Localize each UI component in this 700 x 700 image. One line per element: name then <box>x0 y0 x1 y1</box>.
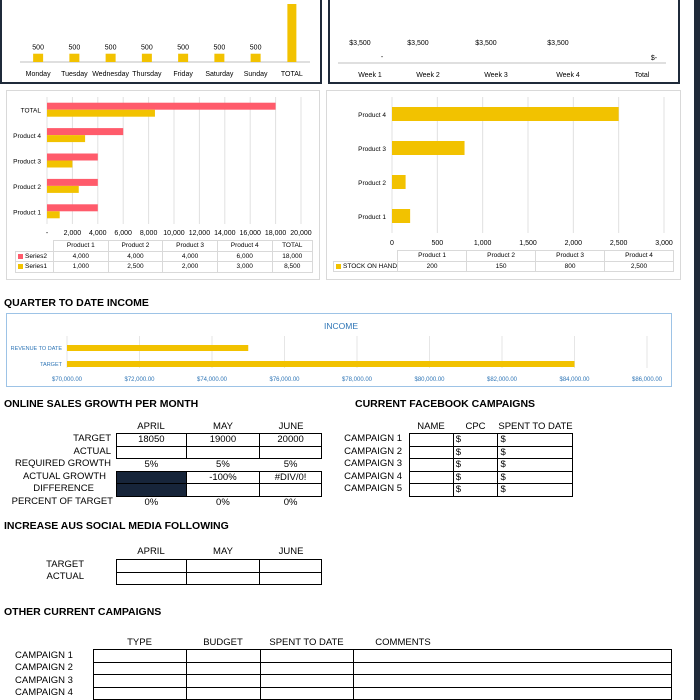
weekly-category-label: Week 1 <box>358 72 382 79</box>
social-target-cell[interactable] <box>186 560 260 573</box>
daily-bar <box>33 54 43 62</box>
daily-category-label: Tuesday <box>61 71 88 78</box>
stock-col-2: Product 2 <box>467 251 536 262</box>
stock-col-1: Product 1 <box>398 251 467 262</box>
series2-val-1: 4,000 <box>54 251 109 262</box>
sales-actual-april[interactable] <box>117 446 187 459</box>
daily-bar <box>251 54 261 62</box>
facebook-name-cell[interactable] <box>410 459 454 472</box>
stock-col-3: Product 3 <box>536 251 605 262</box>
other-row-label: CAMPAIGN 1 <box>15 650 73 661</box>
weekly-chart-panel <box>328 0 680 84</box>
series1-name: Series1 <box>25 263 48 271</box>
other-col-spent: SPENT TO DATE <box>269 637 344 648</box>
income-category-label: REVENUE TO DATE <box>10 346 62 352</box>
product-tick-label: 20,000 <box>290 230 312 237</box>
income-tick-label: $74,000.00 <box>196 377 228 383</box>
income-chart-title: INCOME <box>324 321 358 331</box>
sales-row-label: ACTUAL GROWTH <box>22 471 106 482</box>
social-month-may: MAY <box>213 546 233 557</box>
sales-required-may[interactable]: 5% <box>216 459 230 471</box>
series1-val-4: 3,000 <box>217 262 272 273</box>
series1-bar <box>47 186 79 193</box>
sales-actual-june[interactable] <box>260 446 322 459</box>
daily-category-label: Thursday <box>132 71 162 78</box>
stock-chart-panel <box>326 90 681 280</box>
series1-bar <box>47 211 60 218</box>
sales-target-june[interactable]: 20000 <box>260 434 322 447</box>
other-cell[interactable] <box>354 650 672 663</box>
sales-target-april[interactable]: 18050 <box>117 434 187 447</box>
product-data-table <box>15 240 313 273</box>
facebook-col-cpc: CPC <box>465 421 486 432</box>
product-category-label: Product 3 <box>13 158 41 166</box>
product-tick-label: 8,000 <box>139 230 158 237</box>
stock-bar <box>392 175 406 189</box>
income-tick-label: $78,000.00 <box>341 377 373 383</box>
stock-tick-label: 1,000 <box>473 240 492 247</box>
other-campaigns-table <box>93 649 672 700</box>
other-col-comments: COMMENTS <box>375 637 431 648</box>
sales-required-june[interactable]: 5% <box>283 459 298 471</box>
sales-growth-heading: ONLINE SALES GROWTH PER MONTH <box>4 398 199 410</box>
sales-percent-june[interactable]: 0% <box>283 497 298 508</box>
sales-row-label: REQUIRED GROWTH <box>14 458 111 469</box>
daily-bar <box>287 4 296 62</box>
income-tick-label: $72,000.00 <box>124 377 155 383</box>
other-heading: OTHER CURRENT CAMPAIGNS <box>4 606 162 618</box>
daily-data-label: 500 <box>141 44 153 52</box>
stock-category-label: Product 1 <box>358 214 386 221</box>
sales-percent-may[interactable]: 0% <box>216 497 230 508</box>
other-col-type: TYPE <box>127 637 152 648</box>
other-col-budget: BUDGET <box>203 637 243 648</box>
income-bar-chart <box>7 314 671 386</box>
product-col-2: Product 2 <box>108 241 163 252</box>
stock-swatch <box>336 264 341 269</box>
series2-val-4: 6,000 <box>217 251 272 262</box>
daily-bar <box>142 54 152 62</box>
daily-data-label: 500 <box>213 44 226 52</box>
daily-chart-panel <box>0 0 322 84</box>
daily-category-label: Friday <box>173 71 193 78</box>
stock-bar-chart <box>327 91 679 251</box>
social-actual-cell[interactable] <box>186 572 260 585</box>
income-tick-label: $70,000.00 <box>51 377 83 383</box>
daily-category-label: TOTAL <box>280 71 303 78</box>
product-col-4: Product 4 <box>217 241 272 252</box>
facebook-spent-cell[interactable]: $ <box>498 484 573 497</box>
daily-data-label: 500 <box>104 44 117 52</box>
facebook-name-cell[interactable] <box>410 471 454 484</box>
product-col-total: TOTAL <box>272 241 313 252</box>
series1-swatch <box>18 264 23 269</box>
sales-row-label: TARGET <box>73 433 111 444</box>
social-month-april: APRIL <box>137 546 165 557</box>
other-cell[interactable] <box>187 662 261 675</box>
series2-swatch <box>18 254 23 259</box>
other-cell[interactable] <box>94 675 187 688</box>
social-month-june: JUNE <box>278 546 304 557</box>
other-cell[interactable] <box>354 675 672 688</box>
weekly-category-label: Week 4 <box>556 72 580 79</box>
sales-actual-growth-june[interactable]: #DIV/0! <box>260 471 322 484</box>
series2-name: Series2 <box>25 252 48 260</box>
facebook-row-label: CAMPAIGN 5 <box>344 483 402 494</box>
income-bar <box>67 345 248 351</box>
facebook-col-spent: SPENT TO DATE <box>498 421 573 432</box>
social-heading: INCREASE AUS SOCIAL MEDIA FOLLOWING <box>4 520 229 532</box>
facebook-spent-cell[interactable]: $ <box>498 471 573 484</box>
weekly-data-label: $3,500 <box>547 40 569 47</box>
sales-month-may: MAY <box>213 421 233 432</box>
daily-bar <box>69 54 79 62</box>
other-cell[interactable] <box>261 687 354 700</box>
stock-category-label: Product 4 <box>358 112 386 119</box>
product-chart-panel <box>6 90 320 280</box>
product-tick-label: 6,000 <box>114 230 132 237</box>
stock-bar <box>392 141 465 155</box>
stock-bar <box>392 107 619 121</box>
weekly-bar-chart <box>330 0 678 82</box>
facebook-cpc-cell[interactable]: $ <box>453 471 498 484</box>
facebook-row-label: CAMPAIGN 2 <box>344 446 402 457</box>
sales-required-april[interactable]: 5% <box>144 459 159 471</box>
daily-bar <box>178 54 188 62</box>
facebook-cpc-cell[interactable]: $ <box>453 484 498 497</box>
product-category-label: Product 2 <box>13 183 41 191</box>
series1-val-2: 2,500 <box>108 262 163 273</box>
sales-row-label: ACTUAL <box>73 446 111 457</box>
facebook-col-name: NAME <box>417 421 445 432</box>
other-cell[interactable] <box>187 687 261 700</box>
facebook-spent-cell[interactable]: $ <box>498 446 573 459</box>
income-tick-label: $82,000.00 <box>486 377 518 383</box>
other-cell[interactable] <box>94 650 187 663</box>
product-bar-chart <box>7 91 319 241</box>
social-target-cell[interactable] <box>117 560 187 573</box>
sales-actual-growth-april[interactable] <box>117 471 187 484</box>
series2-bar <box>47 103 276 110</box>
social-actual-cell[interactable] <box>117 572 187 585</box>
other-cell[interactable] <box>187 650 261 663</box>
product-tick-label: 12,000 <box>188 230 211 237</box>
other-row-label: CAMPAIGN 4 <box>15 687 73 698</box>
stock-val-2: 150 <box>467 261 536 272</box>
facebook-cpc-cell[interactable]: $ <box>453 434 498 447</box>
product-tick-label: 10,000 <box>163 230 185 237</box>
stock-data-table <box>333 250 674 272</box>
series1-val-3: 2,000 <box>163 262 218 273</box>
stock-series-name: STOCK ON HAND <box>343 262 398 270</box>
stock-category-label: Product 3 <box>358 146 386 153</box>
product-tick-label: 14,000 <box>214 230 236 237</box>
daily-category-label: Monday <box>25 71 51 78</box>
weekly-category-label: Total <box>634 72 650 79</box>
product-tick-label: 16,000 <box>239 230 261 237</box>
social-table <box>116 559 322 585</box>
sheet-edge-right <box>694 0 700 700</box>
stock-bar <box>392 209 410 223</box>
facebook-name-cell[interactable] <box>410 434 454 447</box>
daily-data-label: 500 <box>68 44 81 52</box>
series2-val-2: 4,000 <box>108 251 163 262</box>
daily-category-label: Wednesday <box>92 71 130 78</box>
stock-val-3: 800 <box>536 261 605 272</box>
series2-val-3: 4,000 <box>163 251 218 262</box>
sales-row-label: DIFFERENCE <box>33 483 94 494</box>
facebook-name-cell[interactable] <box>410 446 454 459</box>
product-category-label: Product 4 <box>13 133 41 141</box>
sales-difference-april[interactable] <box>117 484 187 497</box>
sales-target-may[interactable]: 19000 <box>186 434 260 447</box>
social-row-label: ACTUAL <box>46 571 84 582</box>
stock-tick-label: 500 <box>431 240 444 247</box>
income-bar <box>67 361 575 367</box>
facebook-cpc-cell[interactable]: $ <box>453 459 498 472</box>
income-tick-label: $80,000.00 <box>414 377 445 383</box>
other-row-label: CAMPAIGN 2 <box>15 662 73 673</box>
product-category-label: TOTAL <box>20 107 41 115</box>
product-col-3: Product 3 <box>163 241 218 252</box>
stock-col-4: Product 4 <box>605 251 674 262</box>
product-tick-label: 2,000 <box>63 230 82 237</box>
other-cell[interactable] <box>261 675 354 688</box>
series1-bar <box>47 161 72 168</box>
facebook-heading: CURRENT FACEBOOK CAMPAIGNS <box>355 398 536 410</box>
facebook-name-cell[interactable] <box>410 484 454 497</box>
social-row-label: TARGET <box>46 559 84 570</box>
sales-growth-table <box>116 433 322 509</box>
quarter-heading: QUARTER TO DATE INCOME <box>4 297 149 309</box>
other-row-label: CAMPAIGN 3 <box>15 675 73 686</box>
weekly-category-label: Week 3 <box>484 72 508 79</box>
facebook-spent-cell[interactable]: $ <box>498 434 573 447</box>
stock-tick-label: 0 <box>390 240 394 247</box>
stock-val-4: 2,500 <box>605 261 674 272</box>
facebook-cpc-cell[interactable]: $ <box>453 446 498 459</box>
other-cell[interactable] <box>94 687 187 700</box>
daily-data-label: 500 <box>177 44 189 52</box>
series1-bar <box>47 110 155 117</box>
sales-row-label: PERCENT OF TARGET <box>11 496 113 507</box>
series1-bar <box>47 135 85 142</box>
daily-data-label: 500 <box>32 44 44 52</box>
product-tick-label: - <box>45 230 49 237</box>
sales-actual-growth-may[interactable]: -100% <box>186 471 260 484</box>
series1-val-total: 8,500 <box>272 262 313 273</box>
social-target-cell[interactable] <box>260 560 322 573</box>
weekly-data-label: $3,500 <box>475 40 497 47</box>
series2-bar <box>47 154 98 161</box>
other-cell[interactable] <box>94 662 187 675</box>
sales-difference-may[interactable] <box>186 484 260 497</box>
sales-month-june: JUNE <box>278 421 304 432</box>
daily-bar-chart <box>2 0 320 82</box>
daily-data-label: 500 <box>249 44 262 52</box>
series2-bar <box>47 179 98 186</box>
other-cell[interactable] <box>261 662 354 675</box>
facebook-row-label: CAMPAIGN 1 <box>344 433 402 444</box>
other-cell[interactable] <box>261 650 354 663</box>
series2-bar <box>47 204 98 211</box>
product-col-1: Product 1 <box>54 241 109 252</box>
weekly-category-label: Week 2 <box>416 72 440 79</box>
stock-tick-label: 3,000 <box>655 240 673 247</box>
other-cell[interactable] <box>187 675 261 688</box>
series1-val-1: 1,000 <box>54 262 109 273</box>
stock-tick-label: 1,500 <box>519 240 537 247</box>
series2-bar <box>47 128 123 135</box>
weekly-data-label: $3,500 <box>349 40 371 47</box>
stock-tick-label: 2,500 <box>609 240 628 247</box>
income-tick-label: $86,000.00 <box>631 377 663 383</box>
product-tick-label: 18,000 <box>264 230 287 237</box>
weekly-data-label: $3,500 <box>407 40 429 47</box>
weekly-data-label: $- <box>650 55 658 62</box>
income-tick-label: $76,000.00 <box>269 377 300 383</box>
series2-val-total: 18,000 <box>272 251 313 262</box>
stock-val-1: 200 <box>398 261 467 272</box>
sales-month-april: APRIL <box>137 421 165 432</box>
stock-category-label: Product 2 <box>358 180 386 187</box>
daily-bar <box>214 54 224 62</box>
daily-category-label: Sunday <box>243 71 268 78</box>
sales-percent-april[interactable]: 0% <box>144 497 159 508</box>
daily-bar <box>106 54 116 62</box>
weekly-extra-label: - <box>380 54 384 61</box>
facebook-table <box>409 433 573 497</box>
stock-tick-label: 2,000 <box>564 240 583 247</box>
income-tick-label: $84,000.00 <box>559 377 590 383</box>
income-chart-panel <box>6 313 672 387</box>
sales-actual-may[interactable] <box>186 446 260 459</box>
income-category-label: TARGET <box>40 362 62 368</box>
facebook-row-label: CAMPAIGN 3 <box>344 458 402 469</box>
social-actual-cell[interactable] <box>260 572 322 585</box>
facebook-row-label: CAMPAIGN 4 <box>344 471 402 482</box>
sales-difference-june[interactable] <box>260 484 322 497</box>
daily-category-label: Saturday <box>205 71 234 78</box>
product-category-label: Product 1 <box>13 209 41 217</box>
facebook-spent-cell[interactable]: $ <box>498 459 573 472</box>
other-cell[interactable] <box>354 662 672 675</box>
product-tick-label: 4,000 <box>89 230 107 237</box>
other-cell[interactable] <box>354 687 672 700</box>
